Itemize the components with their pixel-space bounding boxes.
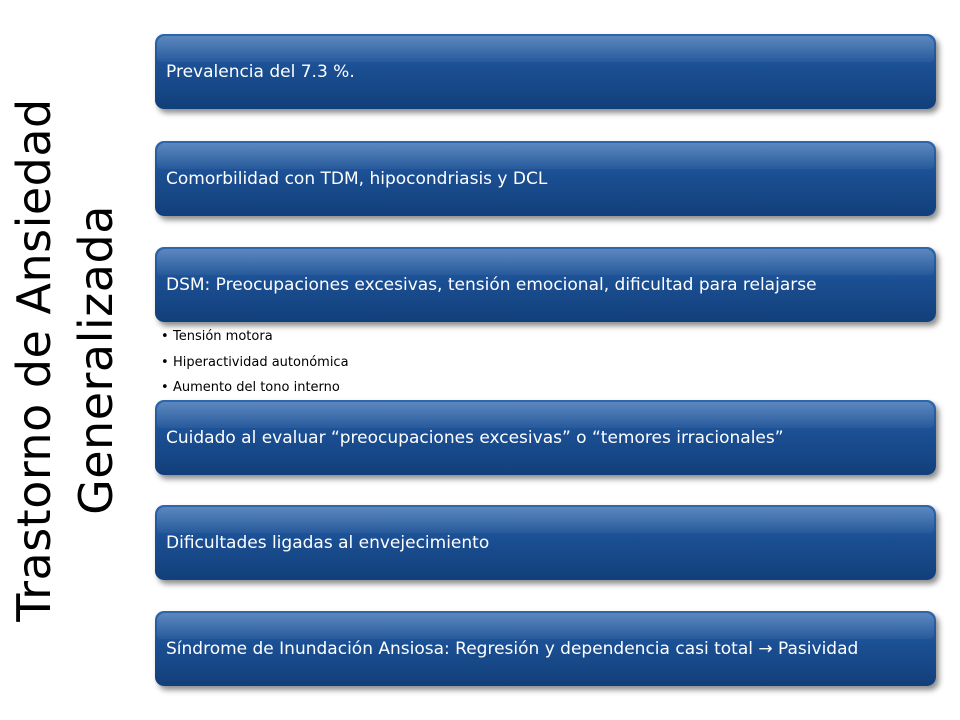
list-item: • Tensión motora xyxy=(161,324,349,350)
slide-title xyxy=(5,98,125,622)
dsm-subitem-list xyxy=(161,324,349,401)
item-text: Comorbilidad con TDM, hipocondriasis y DCL xyxy=(166,168,548,189)
item-text: Dificultades ligadas al envejecimiento xyxy=(166,532,490,553)
item-text: Cuidado al evaluar “preocupaciones excesivas” o “temores irracionales” xyxy=(166,427,784,448)
item-bar-comorbilidad xyxy=(155,141,936,216)
list-item: • Hiperactividad autonómica xyxy=(161,350,349,376)
list-item: • Aumento del tono interno xyxy=(161,375,349,401)
item-bar-dificultades xyxy=(155,505,936,580)
item-bar-dsm xyxy=(155,247,936,322)
item-bar-prevalencia xyxy=(155,34,936,109)
item-bar-sindrome xyxy=(155,611,936,686)
item-text: Síndrome de Inundación Ansiosa: Regresión y dependencia casi total → Pasividad xyxy=(166,638,859,659)
slide-title-line-2: Generalizada xyxy=(69,205,123,515)
slide-title-text xyxy=(3,98,127,622)
item-text: DSM: Preocupaciones excesivas, tensión emocional, dificultad para relajarse xyxy=(166,274,817,295)
item-text: Prevalencia del 7.3 %. xyxy=(166,61,355,82)
slide-title-line-1: Trastorno de Ansiedad xyxy=(7,98,61,622)
item-bar-cuidado xyxy=(155,400,936,475)
